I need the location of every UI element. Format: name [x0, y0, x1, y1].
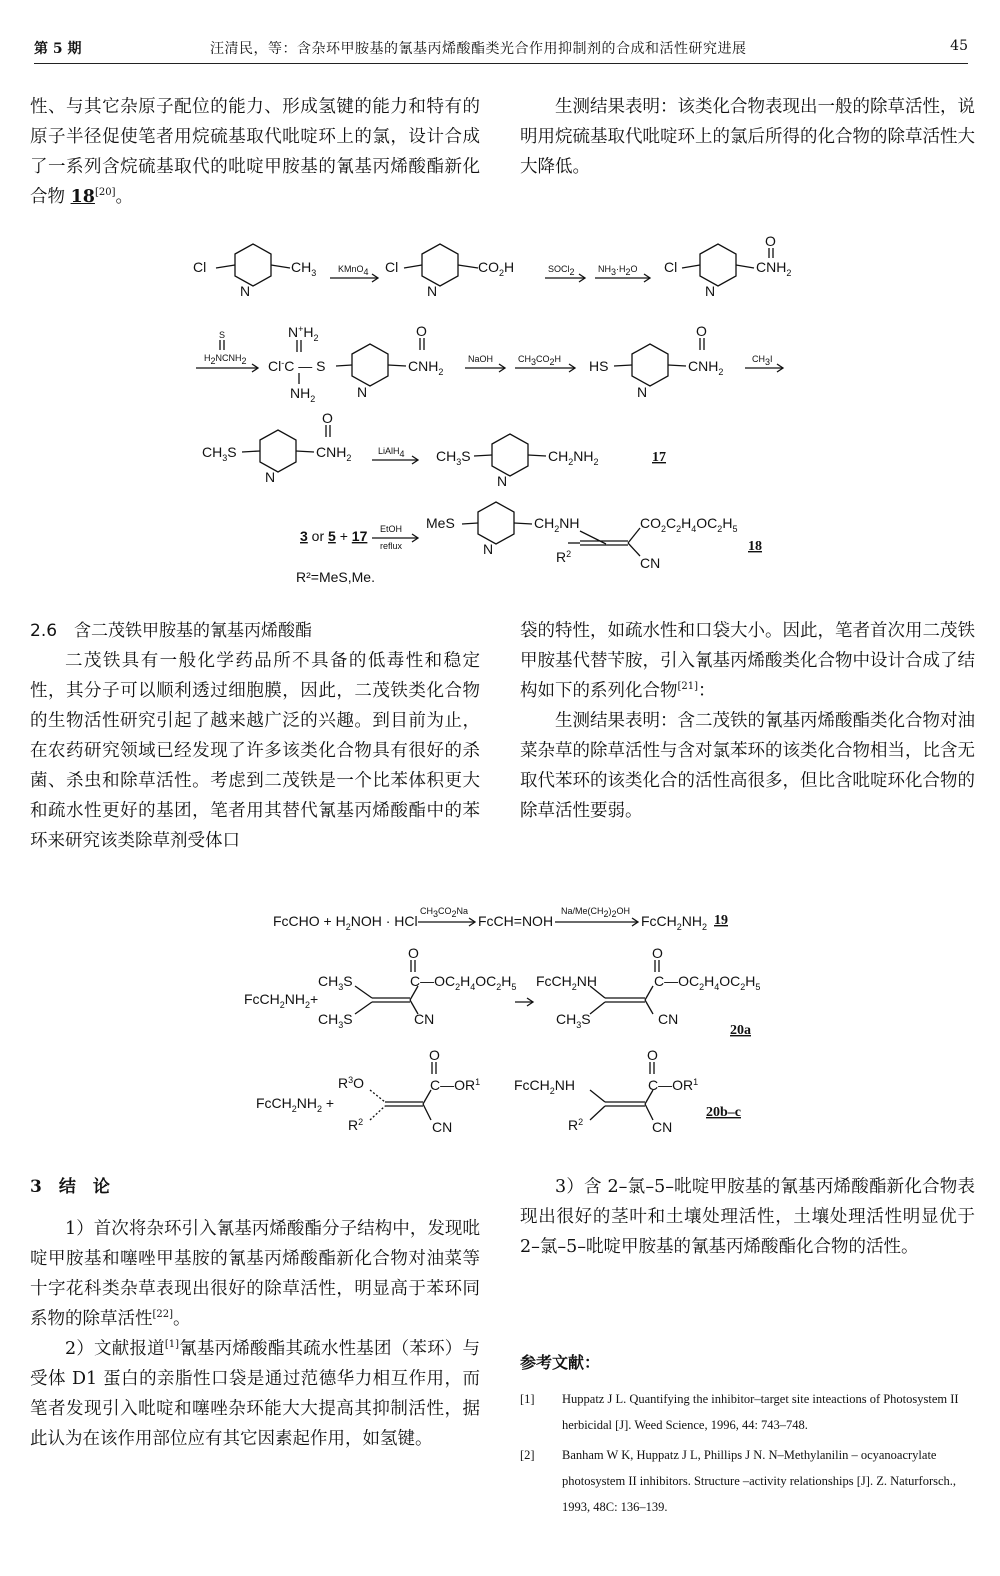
- svg-text:CH3S: $CH_3S$: [202, 444, 237, 463]
- references: [520, 1350, 975, 1520]
- running-header: [34, 34, 968, 64]
- svg-text:EtOH: EtOH: [380, 524, 403, 534]
- svg-text:N: N: [240, 283, 251, 299]
- svg-text:reflux: reflux: [380, 541, 403, 551]
- section-heading: 2.6 含二茂铁甲胺基的氰基丙烯酸酯: [30, 621, 313, 641]
- svg-text:3 or 5 + 17: 3 or 5 + 17: [300, 528, 368, 544]
- paragraph-a: 性、与其它杂原子配位的能力、形成氢键的能力和特有的原子半径促使笔者用烷硫基取代吡啶环上的氯，设计合成了一系列含烷硫基取代的吡啶甲胺基的氰基丙烯酸酯新化合物 18[20]。: [30, 97, 480, 207]
- svg-text:CH3I: CH3I: [752, 354, 773, 367]
- svg-text:C—OC2H4OC2H5: $C—OC_2H_4OC_2H_5$: [410, 973, 517, 992]
- svg-text:CH3S: $CH_3S$: [436, 448, 471, 467]
- svg-text:N+H2: $N^+H_2$: [288, 324, 319, 343]
- svg-text:LiAlH4: LiAlH4: [378, 446, 405, 459]
- svg-text:N: N: [705, 283, 716, 299]
- svg-text:MeS: MeS: [426, 515, 455, 531]
- svg-text:KMnO4: KMnO4: [338, 264, 369, 277]
- svg-text:Cl: Cl: [385, 259, 399, 275]
- svg-text:CH3: $CH_3$: [291, 259, 317, 278]
- svg-text:CO2H: $CO_2H$: [478, 259, 515, 278]
- running-title: 汪清民，等：含杂环甲胺基的氰基丙烯酸酯类光合作用抑制剂的合成和活性研究进展: [210, 41, 747, 57]
- svg-text:O: O: [696, 323, 707, 339]
- compound-label-20a: 20a: [730, 1023, 751, 1038]
- compound-label-18: 18: [748, 539, 762, 554]
- citation: [20]: [94, 187, 116, 199]
- svg-text:CH3S: $CH_3S$: [556, 1011, 591, 1030]
- svg-text:CN: CN: [640, 555, 661, 571]
- svg-text:N: N: [637, 384, 648, 400]
- svg-text:Cl: Cl: [664, 259, 678, 275]
- svg-text:CNH2: $CNH_2$: [408, 358, 444, 377]
- svg-text:S: S: [219, 330, 226, 340]
- svg-text:R2: $R^2$: [556, 549, 572, 565]
- page-number: 45: [950, 38, 968, 54]
- svg-text:FcCH=NOH: FcCH=NOH: [478, 913, 554, 929]
- section-3: 3 结 论 1）首次将杂环引入氰基丙烯酸酯分子结构中，发现吡啶甲胺基和噻唑甲基胺的氰基丙烯酸酯新化合物对油菜等十字花科类杂草表现出很好的除草活性，明显高于苯环同系物的除草活性[22]。 2）文献报道[1]氰基丙烯酸酯其疏水性基团（苯环）与受体 D1 蛋白的亲脂性口袋是通过范德华力相互作用，而笔者发现引入吡啶和噻唑杂环能大大提高其抑制活性，据此认为在该作用部位应有其它因素起作用，如氢键。: [30, 1172, 480, 1454]
- reference-item: [2] Banham W K, Huppatz J L, Phillips J N. N–Methylanilin – ocyanoacrylate photosystem II inhibitors. Structure –activity relationships [J]. Z. Naturforsch., 1993, 48C: 136–139.: [520, 1448, 957, 1514]
- citation: [21]: [677, 681, 699, 693]
- svg-text:R3O: $R^3O$: [338, 1075, 365, 1091]
- section-2-6: 2.6 含二茂铁甲胺基的氰基丙烯酸酯 二茂铁具有一般化学药品所不具备的低毒性和稳定性，其分子可以顺利透过细胞膜，因此，二茂铁类化合物的生物活性研究引起了越来越广泛的兴趣。到目前为止，在农药研究领域已经发现了许多该类化合物具有很好的杀菌、杀虫和除草活性。考虑到二茂铁是一个比苯体积更大和疏水性更好的基团，笔者用其替代氰基丙烯酸酯中的苯环来研究该类除草剂受体口: [30, 616, 480, 856]
- references-heading: 参考文献：: [520, 1353, 601, 1372]
- paragraph-b: 生测结果表明：该类化合物表现出一般的除草活性，说明用烷硫基取代吡啶环上的氯后所得的化合物的除草活性大大降低。: [520, 97, 975, 177]
- issue-label: 第 5 期: [34, 41, 82, 57]
- svg-text:O: O: [416, 323, 427, 339]
- svg-text:N: N: [483, 541, 494, 557]
- compound-label-20b-c: 20b–c: [706, 1105, 741, 1120]
- svg-text:FcCH2NH2 +: $FcCH_2NH_2$ +: [256, 1095, 335, 1114]
- conclusion-item-3: 3）含 2–氯–5–吡啶甲胺基的氰基丙烯酸酯新化合物表现出很好的茎叶和土壤处理活性，土壤处理活性明显优于 2–氯–5–吡啶甲胺基的氰基丙烯酸酯化合物的活性。: [520, 1177, 975, 1257]
- svg-text:HS: HS: [589, 358, 609, 374]
- svg-text:FcCHO + H2NOH · HCl: FcCHO + $H_2NOH$ · HCl: [273, 913, 418, 932]
- svg-text:CH2NH2: $CH_2NH_2$: [548, 448, 599, 467]
- compound-ref-18: 18: [70, 187, 95, 207]
- svg-text:C—OR1: $C—OR^1$: [648, 1077, 699, 1093]
- svg-text:NH3·H2O: NH3·H2O: [598, 264, 638, 277]
- svg-text:CH3CO2H: CH3CO2H: [518, 354, 562, 367]
- svg-text:CH2NH: $CH_2NH$: [534, 515, 580, 534]
- svg-text:CH3CO2Na: CH3CO2Na: [420, 906, 469, 919]
- svg-text:CNH2: $CNH_2$: [316, 444, 352, 463]
- svg-text:Cl-C — S: Cl-C — S: [268, 358, 326, 374]
- svg-text:CNH2: $CNH_2$: [756, 259, 792, 278]
- svg-text:NaOH: NaOH: [468, 354, 494, 364]
- svg-text:Cl: Cl: [193, 259, 207, 275]
- substituent-note: R²=MeS,Me.: [296, 569, 375, 585]
- svg-text:R2: $R^2$: [568, 1117, 584, 1133]
- svg-text:N: N: [497, 473, 508, 489]
- svg-text:CH3S: $CH_3S$: [318, 973, 353, 992]
- svg-text:CN: CN: [414, 1011, 435, 1027]
- svg-text:SOCl2: SOCl2: [548, 264, 575, 277]
- svg-text:FcCH2NH2+: $FcCH_2NH_2+$: [244, 991, 319, 1010]
- svg-text:FcCH2NH: FcCH$_2$NH: [536, 973, 598, 992]
- reference-item: [1] Huppatz J L. Quantifying the inhibitor–target site inteactions of Photosystem II herbicidal [J]. Weed Science, 1996, 44: 743–748.: [520, 1392, 959, 1432]
- svg-text:O: O: [408, 945, 419, 961]
- svg-text:O: O: [429, 1047, 440, 1063]
- compound-label-17: 17: [652, 450, 666, 465]
- svg-text:NH2: $NH_2$: [290, 385, 316, 404]
- svg-text:N: N: [357, 384, 368, 400]
- section-heading: 3 结 论: [30, 1177, 110, 1197]
- svg-text:FcCH2NH: FcCH$_2$NH: [514, 1077, 576, 1096]
- compound-label-19: 19: [714, 913, 728, 928]
- svg-text:R2: $R^2$: [348, 1117, 364, 1133]
- svg-text:O: O: [765, 233, 776, 249]
- svg-text:N: N: [427, 283, 438, 299]
- svg-text:O: O: [652, 945, 663, 961]
- svg-text:FcCH2NH2: $FcCH_2NH_2$: [641, 913, 708, 932]
- paragraph-c: 袋的特性，如疏水性和口袋大小。因此，笔者首次用二茂铁甲胺基代替苄胺，引入氰基丙烯酸类化合物中设计合成了结构如下的系列化合物[21]： 生测结果表明：含二茂铁的氰基丙烯酸酯类化合物对油菜杂草的除草活性与含对氯苯环的该类化合物相当，比含无取代苯环的该类化合的活性高很多，但比含吡啶环化合物的除草活性要弱。: [520, 621, 975, 821]
- svg-text:CO2C2H4OC2H5: $CO_2C_2H_4OC_2H_5$: [640, 515, 738, 534]
- svg-text:C—OR1: $C—OR^1$: [430, 1077, 481, 1093]
- svg-text:CH3S: $CH_3S$: [318, 1011, 353, 1030]
- citation: [1]: [164, 1339, 180, 1351]
- svg-text:CN: CN: [658, 1011, 679, 1027]
- svg-text:CNH2: $CNH_2$: [688, 358, 724, 377]
- svg-text:Na/Me(CH2)2OH: Na/Me(CH2)2OH: [561, 906, 631, 919]
- svg-text:O: O: [647, 1047, 658, 1063]
- svg-text:C—OC2H4OC2H5: $C—OC_2H_4OC_2H_5$: [654, 973, 761, 992]
- svg-text:N: N: [265, 469, 276, 485]
- svg-text:O: O: [322, 410, 333, 426]
- citation: [22]: [152, 1309, 174, 1321]
- svg-text:CN: CN: [652, 1119, 673, 1135]
- svg-text:CN: CN: [432, 1119, 453, 1135]
- svg-text:H2NCNH2: H2NCNH2: [204, 353, 247, 366]
